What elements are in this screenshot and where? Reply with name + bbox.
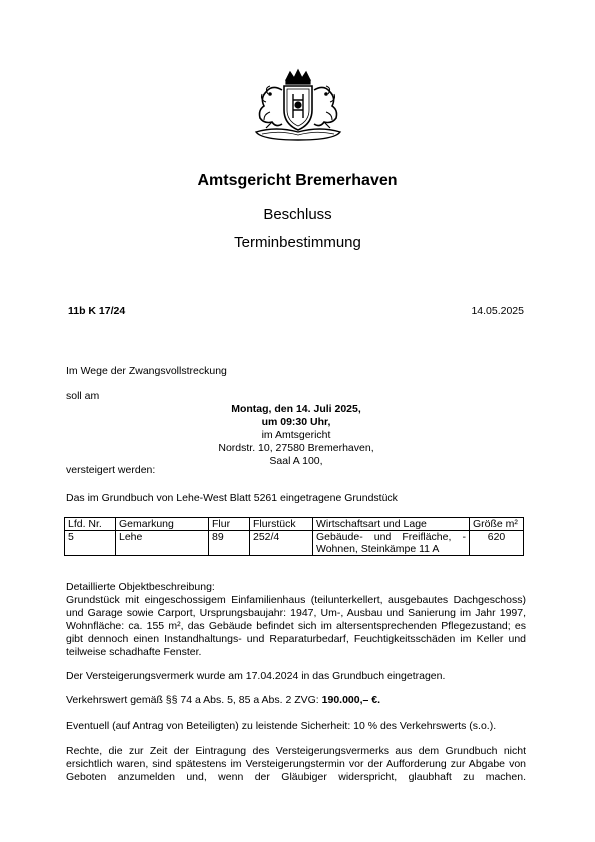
cell-lage-line1: Gebäude- und Freifläche, - <box>316 531 466 543</box>
table-header-row <box>65 518 524 531</box>
auction-date: Montag, den 14. Juli 2025, <box>231 403 361 415</box>
property-table <box>64 517 524 556</box>
col-wirtschaftsart: Wirtschaftsart und Lage <box>313 518 470 531</box>
case-number: 11b K 17/24 <box>68 305 126 317</box>
table-row <box>65 531 524 556</box>
cell-lage-line2: Wohnen, Steinkämpe 11 A <box>316 543 440 555</box>
auction-time: um 09:30 Uhr, <box>261 416 331 428</box>
col-lfd-nr: Lfd. Nr. <box>65 518 116 531</box>
cell-gemarkung: Lehe <box>116 531 209 556</box>
intro-text: Im Wege der Zwangsvollstreckung <box>66 365 227 377</box>
auction-address: Nordstr. 10, 27580 Bremerhaven, <box>218 442 374 454</box>
cell-lfd-nr: 5 <box>65 531 116 556</box>
col-flur: Flur <box>209 518 250 531</box>
bremerhaven-coat-of-arms <box>246 66 350 148</box>
cell-flurstueck: 252/4 <box>250 531 313 556</box>
versteigert-text: versteigert werden: <box>66 464 156 476</box>
cell-flur: 89 <box>209 531 250 556</box>
verkehrswert-label: Verkehrswert gemäß §§ 74 a Abs. 5, 85 a Abs. 2 ZVG: <box>66 694 322 706</box>
vermerk-text: Der Versteigerungsvermerk wurde am 17.04.2024 in das Grundbuch eingetragen. <box>66 670 446 682</box>
soll-am-text: soll am <box>66 390 100 402</box>
col-groesse: Größe m² <box>470 518 524 531</box>
court-name: Amtsgericht Bremerhaven <box>197 172 398 189</box>
auction-location: im Amtsgericht <box>261 429 331 441</box>
document-title: Beschluss <box>263 206 332 223</box>
col-flurstueck: Flurstück <box>250 518 313 531</box>
auction-appointment <box>196 403 396 468</box>
col-gemarkung: Gemarkung <box>116 518 209 531</box>
sicherheit-text: Eventuell (auf Antrag von Beteiligten) zu leistende Sicherheit: 10 % des Verkehrswerts (s.o.). <box>66 720 497 732</box>
verkehrswert-line <box>66 694 526 707</box>
cell-groesse: 620 <box>470 531 524 556</box>
verkehrswert-value: 190.000,– €. <box>321 694 381 706</box>
auction-room: Saal A 100, <box>269 455 323 467</box>
object-description <box>66 581 526 659</box>
document-date: 14.05.2025 <box>471 305 524 317</box>
grundbuch-text: Das im Grundbuch von Lehe-West Blatt 5261 eingetragene Grundstück <box>66 492 398 504</box>
description-heading: Detaillierte Objektbeschreibung: <box>66 581 215 593</box>
cell-wirtschaftsart <box>313 531 470 556</box>
rechte-text: Rechte, die zur Zeit der Eintragung des Versteigerungsvermerks aus dem Grundbuch nicht ersichtlich waren, sind spätestens im Versteigerungstermin vor der Aufforderung zur Abgabe von Geboten anzumelden und, wenn der Gläubiger widerspricht, glaubhaft zu machen. <box>66 745 526 783</box>
description-text: Grundstück mit eingeschossigem Einfamilienhaus (teilunterkellert, ausgebautes Dachgeschoss) und Garage sowie Carport, Ursprungsbaujahr: 1947, Um-, Ausbau und Sanierung im Jahr 1997, Wohnfläche: ca. 155 m², das Gebäude befindet sich im altersentsprechenden Pflegezustand; es gibt dennoch einen Instandhaltungs- und Reparaturbedarf, Feuchtigkeitsschäden im Keller und teilweise schadhafte Fenster. <box>66 594 526 658</box>
document-subtitle: Terminbestimmung <box>234 234 361 251</box>
